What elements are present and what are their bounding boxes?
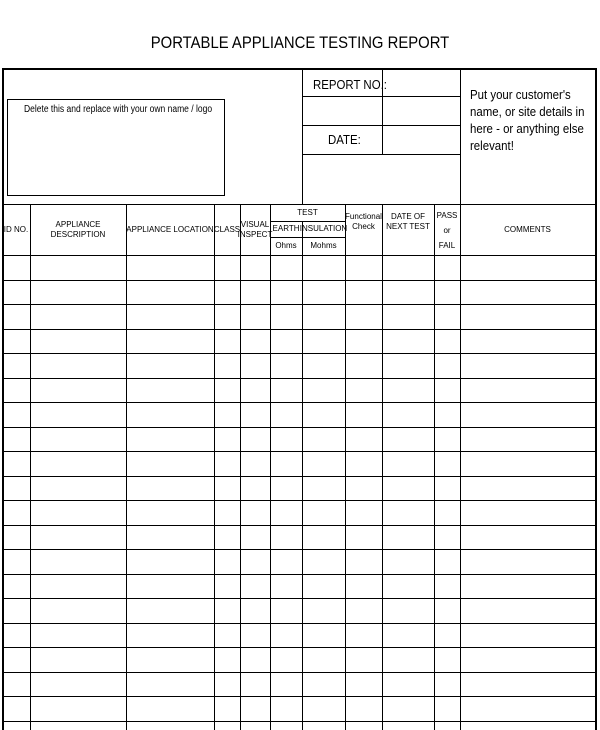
table-row[interactable] xyxy=(3,477,595,500)
outer-top-border xyxy=(2,68,596,70)
report-no-line xyxy=(302,96,460,97)
report-no-label: REPORT NO.: xyxy=(313,77,387,92)
report-block-left-border xyxy=(302,68,303,204)
date-label: DATE: xyxy=(328,132,361,147)
outer-right-border xyxy=(595,68,597,730)
table-row[interactable] xyxy=(3,379,595,402)
header-class: CLASS xyxy=(213,225,241,234)
table-row[interactable] xyxy=(3,428,595,451)
table-row[interactable] xyxy=(3,575,595,598)
table-row[interactable] xyxy=(3,599,595,622)
header-id-no: ID NO. xyxy=(3,225,29,234)
header-appliance-description: APPLIANCE DESCRIPTION xyxy=(50,220,106,239)
header-insulation: INSULATION xyxy=(299,224,348,233)
header-visual-inspect: VISUAL INSPECT xyxy=(237,220,273,239)
header-date-of-next-test: DATE OF NEXT TEST xyxy=(386,212,430,231)
table-row[interactable] xyxy=(3,256,595,279)
table-row[interactable] xyxy=(3,501,595,524)
header-functional-check: Functional Check xyxy=(345,212,382,231)
date-field[interactable] xyxy=(384,127,459,153)
report-title: PORTABLE APPLIANCE TESTING REPORT xyxy=(150,34,450,52)
header-comments: COMMENTS xyxy=(504,225,551,234)
logo-placeholder-text: Delete this and replace with your own name / logo xyxy=(24,104,213,115)
header-appliance-location: APPLIANCE LOCATION xyxy=(126,225,214,234)
customer-note[interactable]: Put your customer's name, or site details in here - or anything else relevant! xyxy=(470,87,585,153)
table-row[interactable] xyxy=(3,281,595,304)
header-pass-or-fail: PASS or FAIL xyxy=(436,210,458,250)
table-row[interactable] xyxy=(3,673,595,696)
table-row[interactable] xyxy=(3,403,595,426)
date-top-line xyxy=(302,125,460,126)
header-earth-unit: Ohms xyxy=(275,241,297,250)
header-insulation-unit: Mohms xyxy=(310,241,337,250)
customer-block-left-border xyxy=(460,68,461,204)
table-row[interactable] xyxy=(3,624,595,647)
table-row[interactable] xyxy=(3,305,595,328)
table-row[interactable] xyxy=(3,648,595,671)
table-row[interactable] xyxy=(3,550,595,573)
header-test: TEST xyxy=(297,208,318,217)
table-row[interactable] xyxy=(3,330,595,353)
table-row[interactable] xyxy=(3,452,595,475)
report-no-field[interactable] xyxy=(384,70,459,95)
header-earth: EARTH xyxy=(272,224,300,233)
table-row[interactable] xyxy=(3,526,595,549)
table-row[interactable] xyxy=(3,697,595,720)
row-separator xyxy=(2,721,596,722)
date-bottom-line xyxy=(302,154,460,155)
table-row[interactable] xyxy=(3,354,595,377)
